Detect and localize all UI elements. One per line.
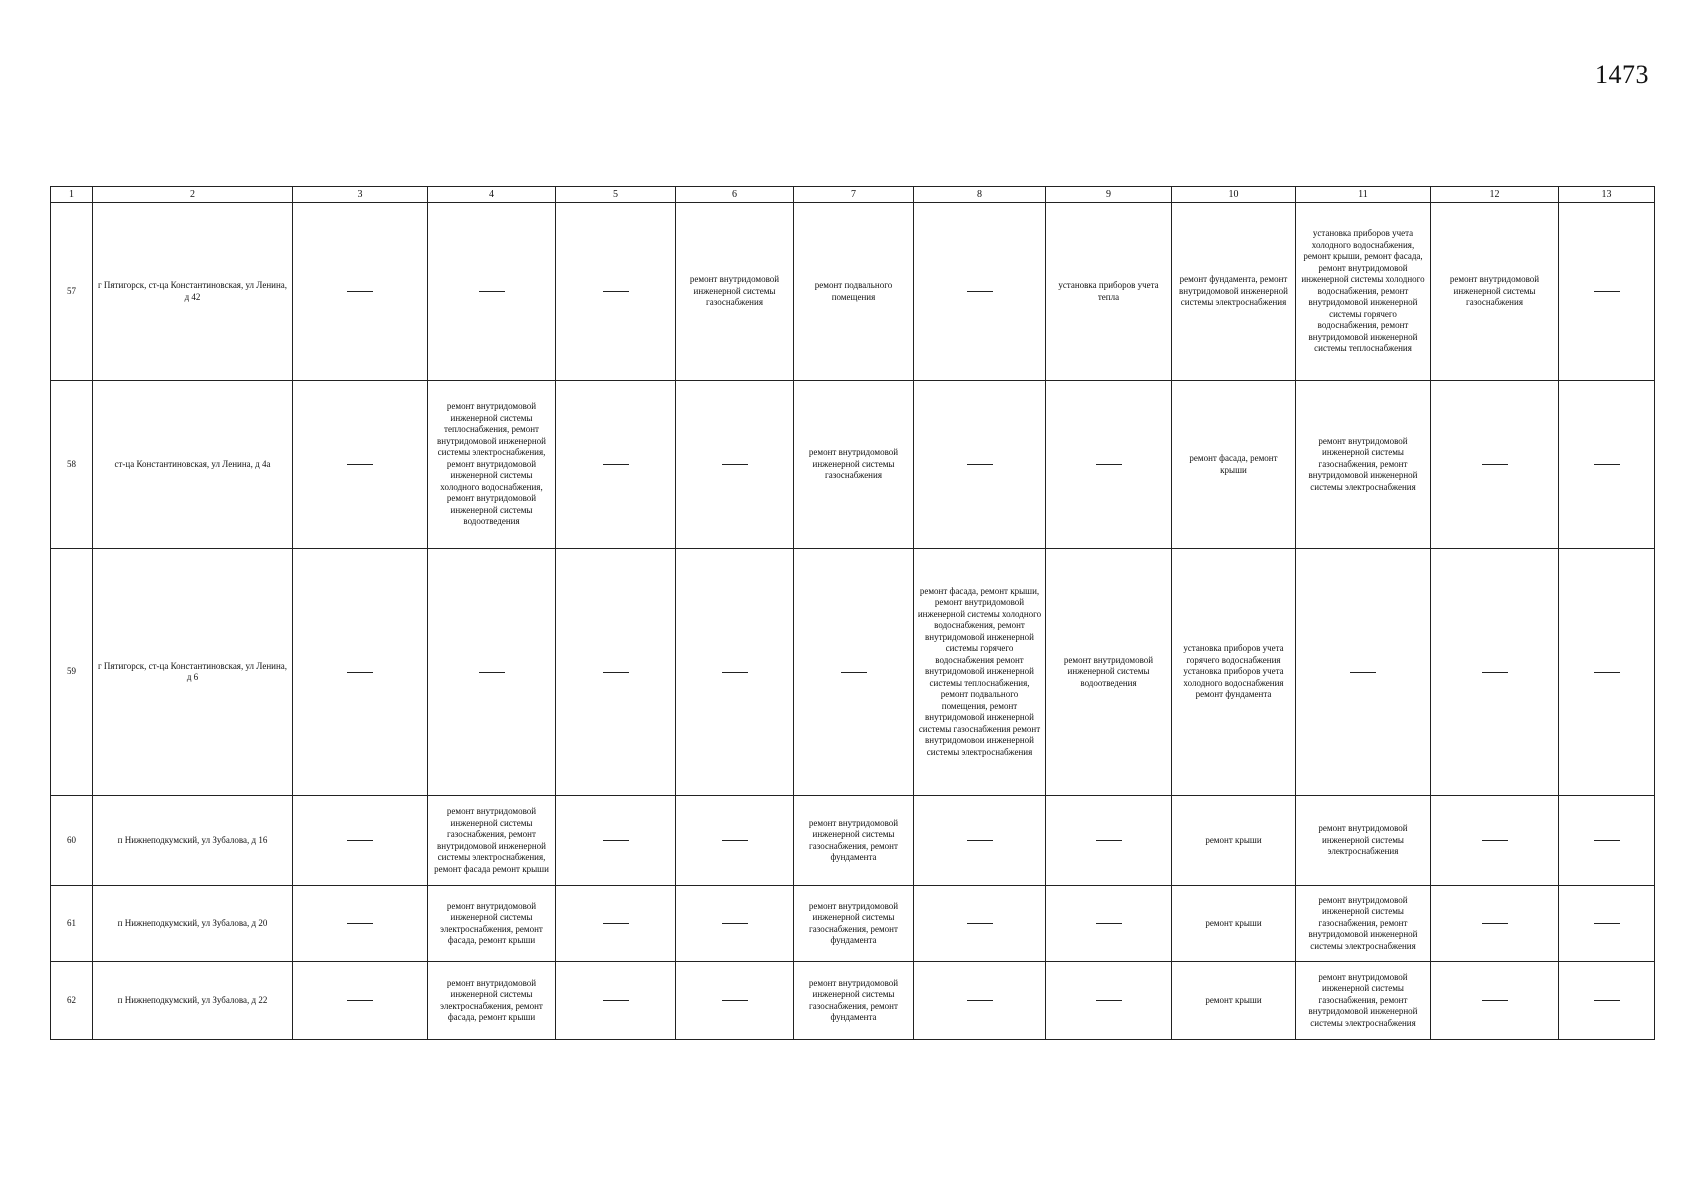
empty-cell-dash (347, 291, 373, 292)
column-header: 10 (1172, 187, 1296, 203)
work-cell (676, 796, 794, 886)
empty-cell-dash (479, 672, 505, 673)
empty-cell-dash (722, 672, 748, 673)
column-header: 2 (93, 187, 293, 203)
empty-cell-dash (1096, 1000, 1122, 1001)
empty-cell-dash (347, 840, 373, 841)
work-cell (1046, 381, 1172, 549)
work-cell: ремонт внутридомовой инженерной системы газоснабжения, ремонт внутридомовой инженерной системы электроснабжения, ремонт фасада ремонт крыши (428, 796, 556, 886)
empty-cell-dash (1482, 1000, 1508, 1001)
empty-cell-dash (603, 1000, 629, 1001)
work-cell: ремонт фасада, ремонт крыши, ремонт внутридомовой инженерной системы холодного водоснабжения, ремонт внутридомовой инженерной системы горячего водоснабжения ремонт внутридомовой инженерной системы теплоснабжения, ремонт подвального помещения, ремонт внутридомовой инженерной системы газоснабжения ремонт внутридомовои инженерной системы электроснабжения (914, 549, 1046, 796)
row-number: 59 (51, 549, 93, 796)
page-number: 1473 (1595, 60, 1649, 89)
empty-cell-dash (1594, 464, 1620, 465)
empty-cell-dash (722, 923, 748, 924)
empty-cell-dash (1482, 464, 1508, 465)
empty-cell-dash (603, 464, 629, 465)
table-row (51, 962, 1655, 1040)
work-cell: ремонт крыши (1172, 796, 1296, 886)
empty-cell-dash (479, 291, 505, 292)
column-number-header-row (51, 187, 1655, 203)
work-cell (428, 549, 556, 796)
column-header: 6 (676, 187, 794, 203)
address-cell: ст-ца Константиновская, ул Ленина, д 4а (93, 381, 293, 549)
row-number: 57 (51, 203, 93, 381)
empty-cell-dash (1482, 923, 1508, 924)
row-number: 62 (51, 962, 93, 1040)
empty-cell-dash (967, 840, 993, 841)
work-cell: ремонт подвального помещения (794, 203, 914, 381)
empty-cell-dash (1096, 923, 1122, 924)
table-row (51, 886, 1655, 962)
work-cell (1559, 203, 1655, 381)
empty-cell-dash (1594, 1000, 1620, 1001)
work-cell (293, 381, 428, 549)
empty-cell-dash (841, 672, 867, 673)
address-cell: п Нижнеподкумский, ул Зубалова, д 22 (93, 962, 293, 1040)
work-cell (293, 203, 428, 381)
work-cell (914, 886, 1046, 962)
work-cell (1046, 796, 1172, 886)
empty-cell-dash (967, 464, 993, 465)
work-cell (556, 549, 676, 796)
work-cell (676, 886, 794, 962)
column-header: 1 (51, 187, 93, 203)
work-cell: ремонт внутридомовой инженерной системы электроснабжения, ремонт фасада, ремонт крыши (428, 886, 556, 962)
work-cell (1296, 549, 1431, 796)
work-cell (293, 886, 428, 962)
empty-cell-dash (722, 840, 748, 841)
work-cell (1559, 549, 1655, 796)
column-header: 7 (794, 187, 914, 203)
empty-cell-dash (347, 464, 373, 465)
empty-cell-dash (603, 923, 629, 924)
work-cell: ремонт крыши (1172, 886, 1296, 962)
row-number: 61 (51, 886, 93, 962)
empty-cell-dash (722, 464, 748, 465)
work-cell (794, 549, 914, 796)
work-cell (676, 549, 794, 796)
work-cell: ремонт внутридомовой инженерной системы газоснабжения, ремонт внутридомовой инженерной системы электроснабжения (1296, 962, 1431, 1040)
work-cell (556, 886, 676, 962)
work-cell (1046, 962, 1172, 1040)
column-header: 9 (1046, 187, 1172, 203)
work-cell (1046, 886, 1172, 962)
work-cell: ремонт фасада, ремонт крыши (1172, 381, 1296, 549)
work-cell (914, 203, 1046, 381)
work-cell: ремонт внутридомовой инженерной системы водоотведения (1046, 549, 1172, 796)
column-header: 3 (293, 187, 428, 203)
work-cell (1431, 796, 1559, 886)
empty-cell-dash (347, 1000, 373, 1001)
work-cell: ремонт внутридомовой инженерной системы теплоснабжения, ремонт внутридомовой инженерной системы электроснабжения, ремонт внутридомовой инженерной системы холодного водоснабжения, ремонт внутридомовой инженерной системы водоотведения (428, 381, 556, 549)
work-cell: ремонт внутридомовой инженерной системы газоснабжения, ремонт внутридомовой инженерной системы электроснабжения (1296, 886, 1431, 962)
address-cell: г Пятигорск, ст-ца Константиновская, ул Ленина, д 6 (93, 549, 293, 796)
work-cell (914, 962, 1046, 1040)
empty-cell-dash (967, 1000, 993, 1001)
empty-cell-dash (1594, 291, 1620, 292)
work-cell: ремонт крыши (1172, 962, 1296, 1040)
work-cell: установка приборов учета холодного водоснабжения, ремонт крыши, ремонт фасада, ремонт внутридомовой инженерной системы холодного водоснабжения, ремонт внутридомовой инженерной системы горячего водоснабжения, ремонт внутридомовой инженерной системы теплоснабжения (1296, 203, 1431, 381)
empty-cell-dash (603, 291, 629, 292)
empty-cell-dash (1096, 840, 1122, 841)
work-cell (1559, 381, 1655, 549)
column-header: 11 (1296, 187, 1431, 203)
empty-cell-dash (967, 923, 993, 924)
work-cell (914, 381, 1046, 549)
work-cell: ремонт внутридомовой инженерной системы электроснабжения (1296, 796, 1431, 886)
work-cell (293, 549, 428, 796)
work-cell: ремонт внутридомовой инженерной системы газоснабжения, ремонт фундамента (794, 796, 914, 886)
work-cell: ремонт внутридомовой инженерной системы газоснабжения, ремонт фундамента (794, 886, 914, 962)
work-cell (1431, 381, 1559, 549)
table-row (51, 549, 1655, 796)
column-header: 5 (556, 187, 676, 203)
empty-cell-dash (1594, 923, 1620, 924)
work-cell (428, 203, 556, 381)
row-number: 60 (51, 796, 93, 886)
empty-cell-dash (603, 840, 629, 841)
work-cell (1431, 549, 1559, 796)
table-row (51, 381, 1655, 549)
work-cell: установка приборов учета горячего водоснабжения установка приборов учета холодного водоснабжения ремонт фундамента (1172, 549, 1296, 796)
work-cell (556, 381, 676, 549)
work-cell: ремонт внутридомовой инженерной системы электроснабжения, ремонт фасада, ремонт крыши (428, 962, 556, 1040)
work-cell (676, 962, 794, 1040)
work-cell (293, 796, 428, 886)
work-cell (1559, 962, 1655, 1040)
work-cell: ремонт внутридомовой инженерной системы газоснабжения (676, 203, 794, 381)
address-cell: г Пятигорск, ст-ца Константиновская, ул Ленина, д 42 (93, 203, 293, 381)
work-cell: ремонт внутридомовой инженерной системы газоснабжения, ремонт внутридомовой инженерной системы электроснабжения (1296, 381, 1431, 549)
work-cell: ремонт внутридомовой инженерной системы газоснабжения (794, 381, 914, 549)
column-header: 12 (1431, 187, 1559, 203)
work-cell (293, 962, 428, 1040)
column-header: 8 (914, 187, 1046, 203)
work-cell (556, 962, 676, 1040)
work-cell: ремонт внутридомовой инженерной системы газоснабжения, ремонт фундамента (794, 962, 914, 1040)
column-header: 13 (1559, 187, 1655, 203)
work-cell (914, 796, 1046, 886)
table-row (51, 203, 1655, 381)
address-cell: п Нижнеподкумский, ул Зубалова, д 20 (93, 886, 293, 962)
empty-cell-dash (1482, 672, 1508, 673)
work-cell: установка приборов учета тепла (1046, 203, 1172, 381)
work-cell (1559, 796, 1655, 886)
address-cell: п Нижнеподкумский, ул Зубалова, д 16 (93, 796, 293, 886)
work-cell: ремонт внутридомовой инженерной системы газоснабжения (1431, 203, 1559, 381)
empty-cell-dash (347, 672, 373, 673)
repair-schedule-table (50, 186, 1655, 1040)
work-cell (1431, 962, 1559, 1040)
table-row (51, 796, 1655, 886)
empty-cell-dash (1096, 464, 1122, 465)
work-cell (676, 381, 794, 549)
work-cell (556, 796, 676, 886)
empty-cell-dash (1482, 840, 1508, 841)
work-cell (1431, 886, 1559, 962)
work-cell (1559, 886, 1655, 962)
empty-cell-dash (722, 1000, 748, 1001)
work-cell (556, 203, 676, 381)
empty-cell-dash (1594, 840, 1620, 841)
empty-cell-dash (603, 672, 629, 673)
work-cell: ремонт фундамента, ремонт внутридомовой инженерной системы электроснабжения (1172, 203, 1296, 381)
row-number: 58 (51, 381, 93, 549)
empty-cell-dash (1350, 672, 1376, 673)
empty-cell-dash (347, 923, 373, 924)
empty-cell-dash (967, 291, 993, 292)
column-header: 4 (428, 187, 556, 203)
empty-cell-dash (1594, 672, 1620, 673)
